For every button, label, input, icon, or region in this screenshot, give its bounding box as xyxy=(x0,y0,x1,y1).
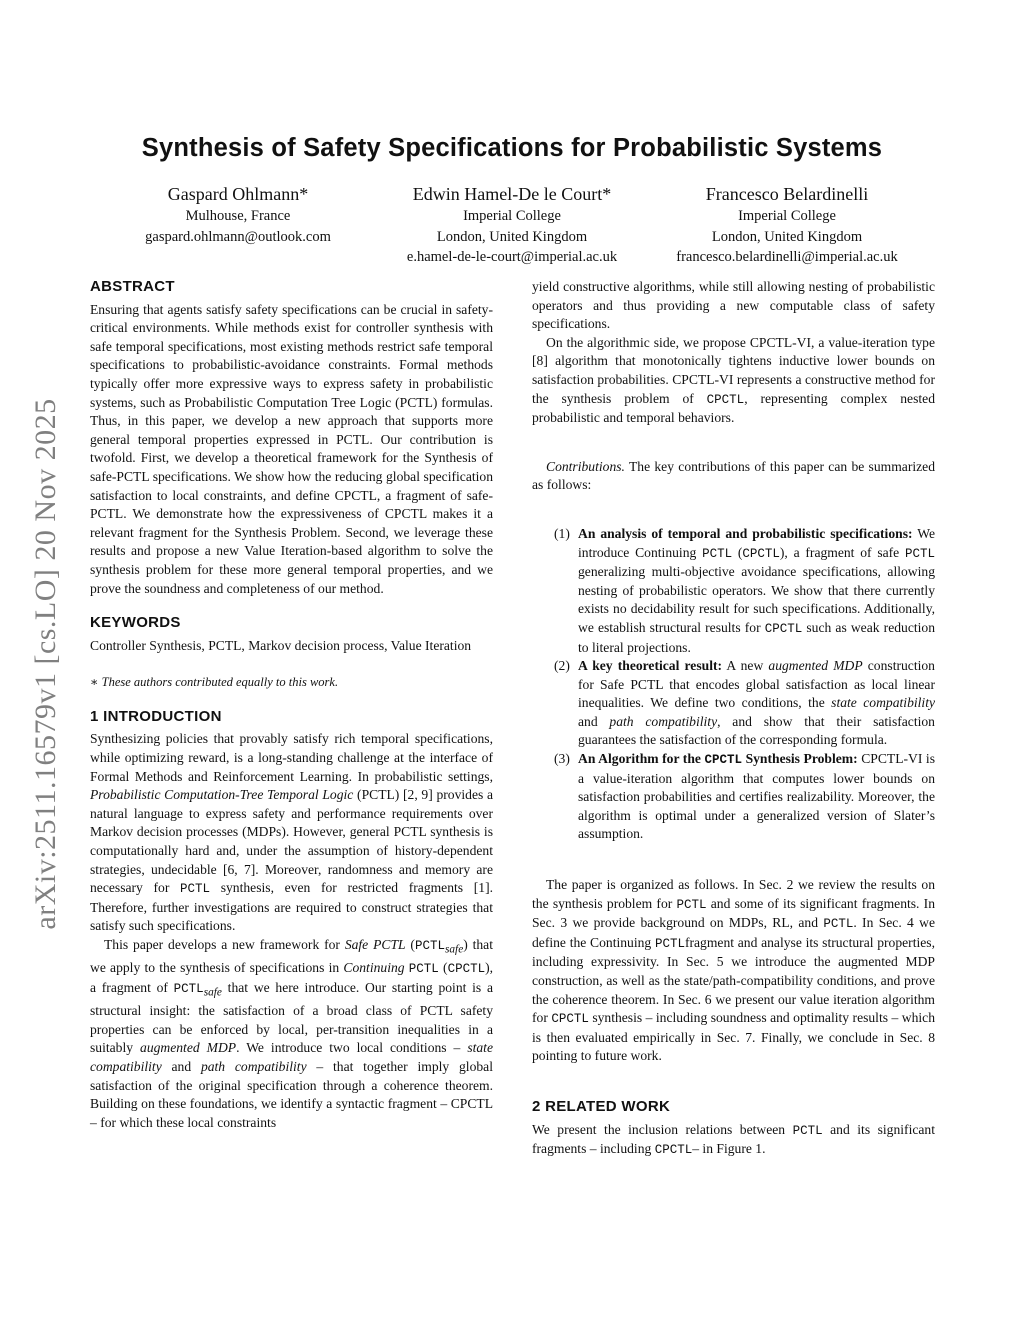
intro-paragraph-4 xyxy=(532,334,935,428)
text-run: ) that we apply to the synthesis of specifications in xyxy=(90,937,493,976)
text-run: that we here introduce. Our starting point is a structural insight: the satisfaction of a broad class of PCTL safety properties can be enforced by local, per-transition inequalities in a suitably xyxy=(90,979,493,1056)
text-run: A new xyxy=(722,658,769,674)
text-run: and some of its significant fragments. In Sec. 3 we provide background on MDPs, RL, and xyxy=(532,895,935,931)
text-run: PCTL xyxy=(180,882,211,897)
author-name: Gaspard Ohlmann* xyxy=(167,184,309,204)
text-run: , and show that their satisfaction guarantees the satisfaction of the corresponding formula. xyxy=(578,713,935,748)
text-run: and xyxy=(578,713,610,729)
author-location: London, United Kingdom xyxy=(711,228,863,245)
text-run: PCTL xyxy=(173,981,204,996)
author-name: Edwin Hamel-De le Court* xyxy=(412,184,612,204)
keywords-text: Controller Synthesis, PCTL, Markov decision process, Value Iteration xyxy=(90,637,472,653)
text-run: This paper develops a new framework for xyxy=(104,937,345,952)
text-run: and xyxy=(161,1059,201,1074)
text-run: On the algorithmic side, we propose CPCTL-VI, a value-iteration type [8] algorithm that monotonically tightens inductive lower bounds on satisfaction probabilities. CPCTL-VI represents a constructive method for the synthesis problem of xyxy=(532,334,935,406)
text-run: PCTL xyxy=(408,962,439,977)
text-run: – in Figure 1. xyxy=(692,1141,766,1157)
text-run: augmented MDP xyxy=(768,658,863,674)
text-run: We introduce Continuing xyxy=(578,525,935,560)
text-run: fragment and analyse its structural properties, including expressivity. In Sec. 5 we introduce the augmented MDP construction, as well as the state/path-compatibility conditions, and prove the coherence theorem. In Sec. 6 we present our value iteration algorithm for xyxy=(532,934,935,1026)
text-run: Contributions. xyxy=(546,458,625,474)
text-run: synthesis, even for restricted fragments [1]. Therefore, further investigations are required to construct strategies that satisfy such specifications. xyxy=(90,880,494,934)
text-run: PCTL xyxy=(676,897,707,912)
text-run: and its significant fragments – including xyxy=(532,1121,935,1157)
text-run: Synthesis Problem: xyxy=(742,751,858,767)
related-work-heading: 2 RELATED WORK xyxy=(532,1097,671,1115)
right-column xyxy=(532,278,935,1160)
text-run: Safe PCTL xyxy=(344,937,406,952)
list-number: (3) xyxy=(554,751,570,767)
text-run: CPCTL xyxy=(704,753,743,768)
text-run: path compatibility xyxy=(200,1059,307,1074)
paper-title: Synthesis of Safety Specifications for Probabilistic Systems xyxy=(141,134,883,162)
text-run: . We introduce two local conditions – xyxy=(236,1040,468,1056)
text-run: The paper is organized as follows. In Sec. 2 we review the results on the synthesis problem for xyxy=(532,877,935,911)
text-run: (PCTL) [2, 9] provides a natural language to express safety and performance requirements over Markov decision processes (MDPs). However, general PCTL synthesis is computationally hard and, under the assumption of history-dependent strategies, undecidable [6, 7]. Moreover, randomness and memory are necessary for xyxy=(90,787,493,896)
text-run: – that together imply global satisfaction of the original specification through a coherence theorem. Building on these foundations, we identify a syntactic fragment – CPCTL – for which these local constraints xyxy=(90,1059,493,1130)
author-email: francesco.belardinelli@imperial.ac.uk xyxy=(676,249,898,265)
intro-paragraph-1 xyxy=(90,730,493,936)
text-run: We present the inclusion relations between xyxy=(532,1121,793,1137)
text-run: ( xyxy=(405,937,415,952)
intro-paragraph-3: yield constructive algorithms, while still allowing nesting of probabilistic operators and thus providing a new computable class of safety specifications. xyxy=(532,279,935,332)
contributions-intro xyxy=(532,458,935,495)
author-block-1 xyxy=(88,182,388,247)
text-run: ), a fragment of safe xyxy=(779,544,905,560)
arxiv-identifier: arXiv:2511.16579v1 [cs.LO] 20 Nov 2025 xyxy=(29,398,62,930)
author-name: Francesco Belardinelli xyxy=(705,184,869,204)
list-number: (1) xyxy=(554,525,570,541)
text-run: state compatibility xyxy=(90,1040,493,1074)
abstract-heading: ABSTRACT xyxy=(90,278,175,295)
text-run: The key contributions of this paper can be summarized as follows: xyxy=(532,458,935,493)
author-email: e.hamel-de-le-court@imperial.ac.uk xyxy=(406,249,618,265)
text-run: CPCTL xyxy=(551,1012,589,1027)
text-run: Probabilistic Computation-Tree Temporal Logic xyxy=(90,787,354,803)
text-run: PCTL xyxy=(414,939,445,953)
contribution-item-3 xyxy=(532,750,935,844)
left-column xyxy=(90,278,493,1132)
author-affiliation: Imperial College xyxy=(738,208,836,224)
text-run: . In Sec. 4 we define the Continuing xyxy=(532,915,935,950)
text-run: PCTL xyxy=(823,917,854,932)
text-run: , representing complex nested probabilistic and temporal behaviors. xyxy=(532,390,935,426)
text-run: ( xyxy=(732,544,743,560)
intro-paragraph-2 xyxy=(90,936,493,1132)
text-run: state compatibility xyxy=(831,695,936,711)
text-run: PCTL xyxy=(904,546,935,561)
text-run: CPCTL xyxy=(764,621,803,636)
abstract-text: Ensuring that agents satisfy safety specifications can be crucial in safety-critical environments. While methods exist for controller synthesis with safe temporal specifications, most existing methods restrict safe temporal specifications to probabilistic-avoidance constraints. Formal methods typically offer more expressive ways to express safety in probabilistic systems, such as Probabilistic Computation Tree Logic (PCTL) formulas. Thus, in this paper, we develop a new approach that supports more general temporal properties expressed in PCTL. Our contribution is twofold. First, we develop a theoretical framework for the Synthesis of safe-PCTL specifications. We show how the reducing global specification satisfaction to local constraints, and define CPCTL, a fragment of safe-PCTL. We demonstrate how the expressiveness of CPCTL makes it a relevant fragment for the Synthesis Problem. Second, we leverage these results and propose a new Value Iteration-based algorithm to solve the synthesis problem for these more general temporal properties, and we prove the soundness and completeness of our method. xyxy=(90,301,493,596)
footnote: ∗ These authors contributed equally to this work. xyxy=(90,675,339,690)
text-run: Synthesizing policies that provably satisfy rich temporal specifications, while optimizing reward, is a long-standing challenge at the interface of Formal Methods and Reinforcement Learning. In probabilistic settings, xyxy=(90,731,493,784)
keywords-heading: KEYWORDS xyxy=(90,614,181,632)
text-run: synthesis – including soundness and optimality results – which is then evaluated empirically in Sec. 7. Finally, we conclude in Sec. 8 pointing to future work. xyxy=(532,1010,935,1064)
text-run: augmented MDP xyxy=(140,1040,237,1056)
text-run: safe xyxy=(444,943,464,956)
related-work-paragraph xyxy=(532,1121,935,1160)
list-number: (2) xyxy=(554,658,570,674)
author-location: London, United Kingdom xyxy=(436,228,588,245)
text-run: Continuing xyxy=(343,960,405,976)
text-run: ( xyxy=(438,960,448,976)
text-run: generalizing multi-objective avoidance specifications, allowing nesting of probabilistic operators. We show that there currently exists no decidability result for such specifications. Additionally, we establish structural results for xyxy=(578,564,935,635)
text-run: safe xyxy=(203,986,222,999)
text-run: CPCTL xyxy=(447,962,486,977)
author-affiliation: Imperial College xyxy=(463,208,561,224)
text-run: such as weak reduction to literal projections. xyxy=(578,619,936,655)
text-run: CPCTL xyxy=(742,546,780,561)
text-run: construction for Safe PCTL that encodes global satisfaction as local linear inequalities. We define two conditions, the xyxy=(578,658,935,711)
text-run: CPCTL xyxy=(654,1143,693,1158)
text-run: An analysis of temporal and probabilistic specifications: xyxy=(578,525,913,541)
text-run: PCTL xyxy=(702,546,733,561)
text-run: CPCTL xyxy=(706,392,745,407)
text-run: A key theoretical result: xyxy=(578,658,723,674)
introduction-heading: 1 INTRODUCTION xyxy=(90,707,222,725)
contributions-list xyxy=(532,525,935,844)
author-email: gaspard.ohlmann@outlook.com xyxy=(145,228,331,245)
contribution-item-2 xyxy=(532,657,935,750)
text-run: PCTL xyxy=(654,936,685,951)
text-run: path compatibility xyxy=(609,713,718,729)
text-run: PCTL xyxy=(792,1123,823,1138)
author-block-2 xyxy=(362,182,662,268)
contribution-item-1 xyxy=(532,525,935,657)
text-run: CPCTL-VI is a value-iteration algorithm that computes lower bounds on satisfaction probabilities and certifies realizability. Moreover, the algorithm is optimal under a generalized version of Slater’s assumption. xyxy=(578,751,935,842)
author-affiliation: Mulhouse, France xyxy=(185,208,291,224)
organization-paragraph xyxy=(532,876,935,1066)
text-run: An Algorithm for the xyxy=(578,751,705,767)
text-run: ), a fragment of xyxy=(90,960,494,995)
author-block-3 xyxy=(637,182,937,268)
